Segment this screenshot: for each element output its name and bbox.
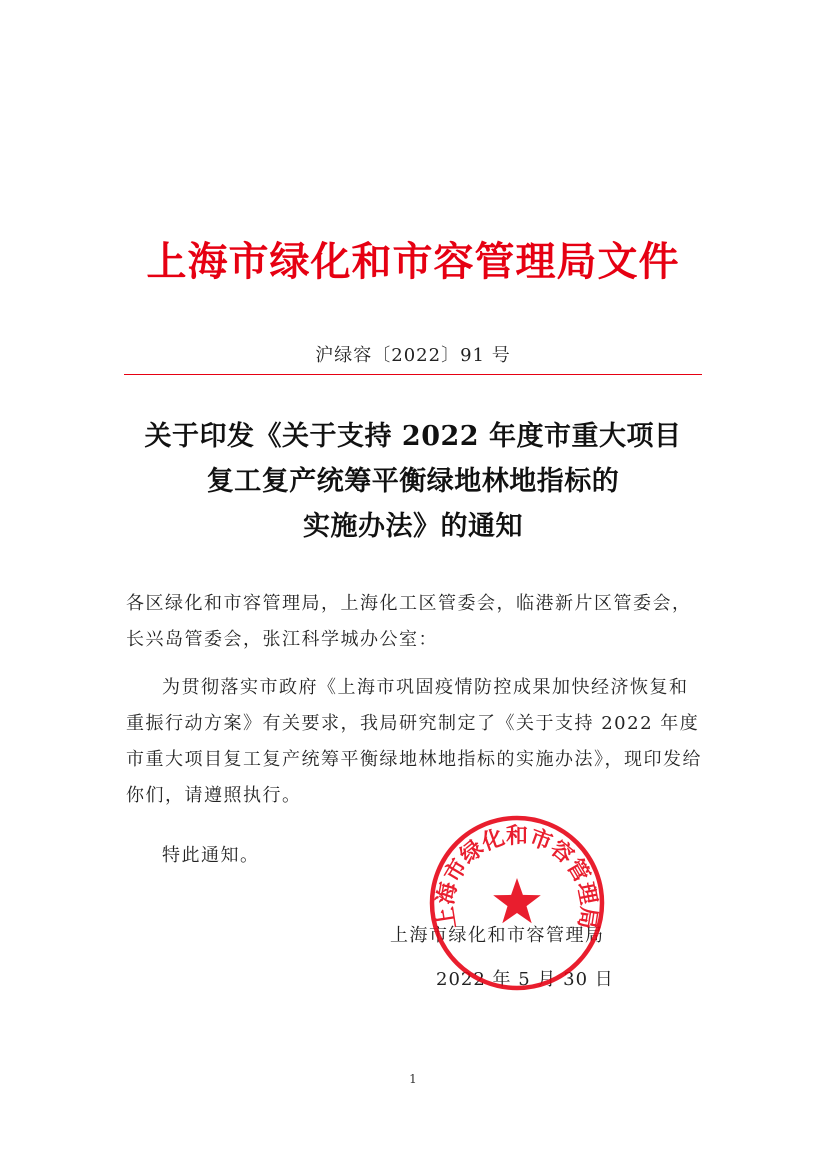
- document-number: 沪绿容〔2022〕91 号: [315, 345, 511, 366]
- addressee-text: 各区绿化和市容管理局，上海化工区管委会，临港新片区管委会，长兴岛管委会，张江科学城办公室：: [126, 593, 692, 650]
- document-masthead: 上海市绿化和市容管理局文件: [146, 239, 680, 285]
- page-number: 1: [409, 1072, 417, 1086]
- body-paragraph: 为贯彻落实市政府《上海市巩固疫情防控成果加快经济恢复和重振行动方案》有关要求，我局研究制定了《关于支持 2022 年度市重大项目复工复产统筹平衡绿地林地指标的实施办法》，现印发给你们，请遵照执行。: [126, 677, 702, 806]
- signature-issuer: 上海市绿化和市容管理局: [390, 925, 605, 946]
- title-line-1: 关于印发《关于支持 2022 年度市重大项目: [144, 421, 682, 452]
- closing-text: 特此通知。: [162, 845, 260, 866]
- signature-date: 2022 年 5 月 30 日: [436, 969, 614, 990]
- title-line-3: 实施办法》的通知: [303, 511, 523, 542]
- document-title: [100, 414, 726, 549]
- seal-text: 上海市绿化和市容管理局: [433, 823, 601, 931]
- title-line-2: 复工复产统筹平衡绿地林地指标的: [206, 466, 620, 497]
- red-separator-line: [124, 374, 702, 375]
- seal-star-icon: [493, 878, 541, 923]
